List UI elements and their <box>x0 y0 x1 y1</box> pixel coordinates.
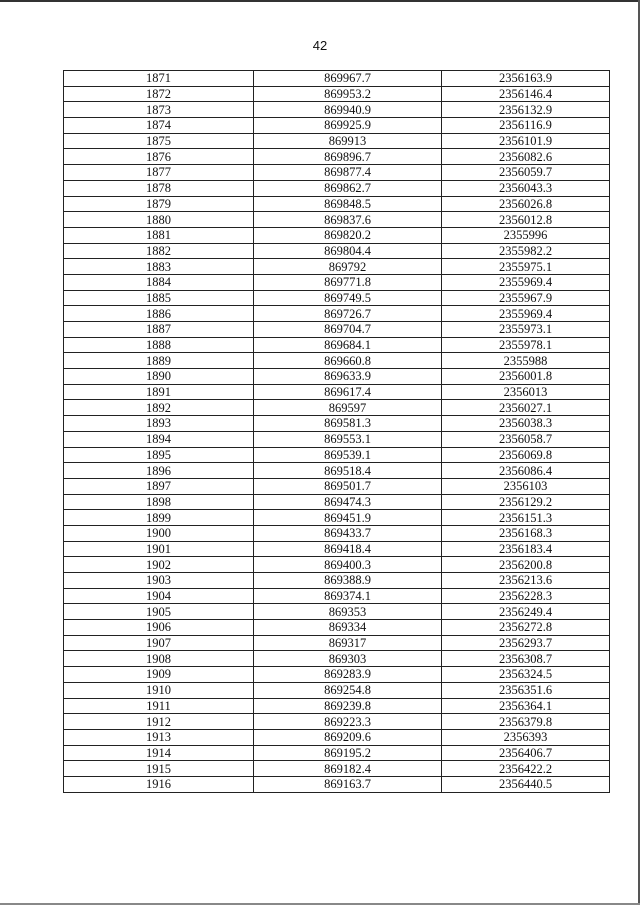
x-coordinate-cell: 869239.8 <box>254 698 442 714</box>
point-number-cell: 1909 <box>64 667 254 683</box>
point-number-cell: 1876 <box>64 149 254 165</box>
table-row <box>64 118 610 134</box>
point-number-cell: 1892 <box>64 400 254 416</box>
table-row <box>64 463 610 479</box>
y-coordinate-cell: 2356132.9 <box>442 102 610 118</box>
table-row <box>64 510 610 526</box>
y-coordinate-cell: 2356069.8 <box>442 447 610 463</box>
table-row <box>64 604 610 620</box>
y-coordinate-cell: 2356058.7 <box>442 431 610 447</box>
point-number-cell: 1896 <box>64 463 254 479</box>
table-row <box>64 306 610 322</box>
point-number-cell: 1897 <box>64 478 254 494</box>
point-number-cell: 1873 <box>64 102 254 118</box>
table-row <box>64 682 610 698</box>
point-number-cell: 1890 <box>64 369 254 385</box>
y-coordinate-cell: 2355967.9 <box>442 290 610 306</box>
point-number-cell: 1874 <box>64 118 254 134</box>
y-coordinate-cell: 2356364.1 <box>442 698 610 714</box>
point-number-cell: 1906 <box>64 620 254 636</box>
table-row <box>64 369 610 385</box>
y-coordinate-cell: 2356163.9 <box>442 71 610 87</box>
table-row <box>64 102 610 118</box>
table-row <box>64 227 610 243</box>
x-coordinate-cell: 869820.2 <box>254 227 442 243</box>
y-coordinate-cell: 2356272.8 <box>442 620 610 636</box>
y-coordinate-cell: 2356059.7 <box>442 165 610 181</box>
point-number-cell: 1875 <box>64 133 254 149</box>
x-coordinate-cell: 869223.3 <box>254 714 442 730</box>
y-coordinate-cell: 2356324.5 <box>442 667 610 683</box>
table-row <box>64 322 610 338</box>
x-coordinate-cell: 869804.4 <box>254 243 442 259</box>
x-coordinate-cell: 869940.9 <box>254 102 442 118</box>
point-number-cell: 1903 <box>64 573 254 589</box>
table-row <box>64 573 610 589</box>
x-coordinate-cell: 869967.7 <box>254 71 442 87</box>
y-coordinate-cell: 2356200.8 <box>442 557 610 573</box>
y-coordinate-cell: 2356082.6 <box>442 149 610 165</box>
y-coordinate-cell: 2356012.8 <box>442 212 610 228</box>
point-number-cell: 1900 <box>64 525 254 541</box>
point-number-cell: 1916 <box>64 776 254 792</box>
x-coordinate-cell: 869726.7 <box>254 306 442 322</box>
point-number-cell: 1883 <box>64 259 254 275</box>
x-coordinate-cell: 869195.2 <box>254 745 442 761</box>
y-coordinate-cell: 2356440.5 <box>442 776 610 792</box>
point-number-cell: 1913 <box>64 729 254 745</box>
y-coordinate-cell: 2356151.3 <box>442 510 610 526</box>
y-coordinate-cell: 2356213.6 <box>442 573 610 589</box>
table-row <box>64 274 610 290</box>
table-row <box>64 133 610 149</box>
y-coordinate-cell: 2355973.1 <box>442 322 610 338</box>
table-row <box>64 384 610 400</box>
x-coordinate-cell: 869388.9 <box>254 573 442 589</box>
x-coordinate-cell: 869862.7 <box>254 180 442 196</box>
x-coordinate-cell: 869433.7 <box>254 525 442 541</box>
table-row <box>64 259 610 275</box>
table-row <box>64 761 610 777</box>
table-row <box>64 86 610 102</box>
y-coordinate-cell: 2356168.3 <box>442 525 610 541</box>
x-coordinate-cell: 869597 <box>254 400 442 416</box>
y-coordinate-cell: 2355996 <box>442 227 610 243</box>
point-number-cell: 1904 <box>64 588 254 604</box>
y-coordinate-cell: 2356129.2 <box>442 494 610 510</box>
y-coordinate-cell: 2356422.2 <box>442 761 610 777</box>
x-coordinate-cell: 869617.4 <box>254 384 442 400</box>
x-coordinate-cell: 869953.2 <box>254 86 442 102</box>
table-row <box>64 400 610 416</box>
y-coordinate-cell: 2356001.8 <box>442 369 610 385</box>
point-number-cell: 1886 <box>64 306 254 322</box>
table-row <box>64 431 610 447</box>
point-number-cell: 1879 <box>64 196 254 212</box>
table-row <box>64 667 610 683</box>
table-row <box>64 494 610 510</box>
x-coordinate-cell: 869334 <box>254 620 442 636</box>
table-row <box>64 353 610 369</box>
x-coordinate-cell: 869684.1 <box>254 337 442 353</box>
y-coordinate-cell: 2356351.6 <box>442 682 610 698</box>
y-coordinate-cell: 2356293.7 <box>442 635 610 651</box>
table-row <box>64 337 610 353</box>
y-coordinate-cell: 2356379.8 <box>442 714 610 730</box>
x-coordinate-cell: 869792 <box>254 259 442 275</box>
x-coordinate-cell: 869451.9 <box>254 510 442 526</box>
x-coordinate-cell: 869283.9 <box>254 667 442 683</box>
x-coordinate-cell: 869163.7 <box>254 776 442 792</box>
point-number-cell: 1908 <box>64 651 254 667</box>
x-coordinate-cell: 869896.7 <box>254 149 442 165</box>
table-row <box>64 557 610 573</box>
point-number-cell: 1911 <box>64 698 254 714</box>
point-number-cell: 1880 <box>64 212 254 228</box>
point-number-cell: 1902 <box>64 557 254 573</box>
point-number-cell: 1881 <box>64 227 254 243</box>
point-number-cell: 1893 <box>64 416 254 432</box>
point-number-cell: 1894 <box>64 431 254 447</box>
x-coordinate-cell: 869633.9 <box>254 369 442 385</box>
y-coordinate-cell: 2356103 <box>442 478 610 494</box>
y-coordinate-cell: 2356026.8 <box>442 196 610 212</box>
y-coordinate-cell: 2356308.7 <box>442 651 610 667</box>
y-coordinate-cell: 2356393 <box>442 729 610 745</box>
y-coordinate-cell: 2356146.4 <box>442 86 610 102</box>
x-coordinate-cell: 869877.4 <box>254 165 442 181</box>
point-number-cell: 1907 <box>64 635 254 651</box>
table-row <box>64 196 610 212</box>
table-row <box>64 243 610 259</box>
table-row <box>64 149 610 165</box>
point-number-cell: 1901 <box>64 541 254 557</box>
x-coordinate-cell: 869400.3 <box>254 557 442 573</box>
x-coordinate-cell: 869418.4 <box>254 541 442 557</box>
coordinates-table <box>63 70 610 793</box>
table-row <box>64 620 610 636</box>
x-coordinate-cell: 869254.8 <box>254 682 442 698</box>
point-number-cell: 1914 <box>64 745 254 761</box>
page-number: 42 <box>312 38 328 53</box>
point-number-cell: 1884 <box>64 274 254 290</box>
x-coordinate-cell: 869317 <box>254 635 442 651</box>
x-coordinate-cell: 869474.3 <box>254 494 442 510</box>
point-number-cell: 1895 <box>64 447 254 463</box>
point-number-cell: 1878 <box>64 180 254 196</box>
table-row <box>64 478 610 494</box>
table-row <box>64 714 610 730</box>
y-coordinate-cell: 2356013 <box>442 384 610 400</box>
table-row <box>64 541 610 557</box>
point-number-cell: 1882 <box>64 243 254 259</box>
table-row <box>64 165 610 181</box>
table-row <box>64 416 610 432</box>
table-row <box>64 745 610 761</box>
y-coordinate-cell: 2356027.1 <box>442 400 610 416</box>
y-coordinate-cell: 2356249.4 <box>442 604 610 620</box>
x-coordinate-cell: 869581.3 <box>254 416 442 432</box>
y-coordinate-cell: 2356101.9 <box>442 133 610 149</box>
y-coordinate-cell: 2355988 <box>442 353 610 369</box>
x-coordinate-cell: 869704.7 <box>254 322 442 338</box>
table-row <box>64 290 610 306</box>
table-row <box>64 71 610 87</box>
point-number-cell: 1910 <box>64 682 254 698</box>
x-coordinate-cell: 869913 <box>254 133 442 149</box>
point-number-cell: 1887 <box>64 322 254 338</box>
x-coordinate-cell: 869539.1 <box>254 447 442 463</box>
table-row <box>64 729 610 745</box>
table-row <box>64 588 610 604</box>
y-coordinate-cell: 2356183.4 <box>442 541 610 557</box>
y-coordinate-cell: 2356228.3 <box>442 588 610 604</box>
x-coordinate-cell: 869837.6 <box>254 212 442 228</box>
coordinates-table-body <box>64 71 610 793</box>
y-coordinate-cell: 2356043.3 <box>442 180 610 196</box>
x-coordinate-cell: 869501.7 <box>254 478 442 494</box>
x-coordinate-cell: 869749.5 <box>254 290 442 306</box>
table-row <box>64 447 610 463</box>
point-number-cell: 1871 <box>64 71 254 87</box>
y-coordinate-cell: 2355975.1 <box>442 259 610 275</box>
y-coordinate-cell: 2355978.1 <box>442 337 610 353</box>
table-row <box>64 212 610 228</box>
x-coordinate-cell: 869553.1 <box>254 431 442 447</box>
y-coordinate-cell: 2356038.3 <box>442 416 610 432</box>
table-row <box>64 180 610 196</box>
point-number-cell: 1905 <box>64 604 254 620</box>
table-row <box>64 525 610 541</box>
x-coordinate-cell: 869518.4 <box>254 463 442 479</box>
point-number-cell: 1877 <box>64 165 254 181</box>
x-coordinate-cell: 869771.8 <box>254 274 442 290</box>
x-coordinate-cell: 869182.4 <box>254 761 442 777</box>
table-row <box>64 635 610 651</box>
point-number-cell: 1899 <box>64 510 254 526</box>
table-row <box>64 776 610 792</box>
x-coordinate-cell: 869660.8 <box>254 353 442 369</box>
y-coordinate-cell: 2355982.2 <box>442 243 610 259</box>
point-number-cell: 1872 <box>64 86 254 102</box>
x-coordinate-cell: 869925.9 <box>254 118 442 134</box>
table-row <box>64 651 610 667</box>
y-coordinate-cell: 2356406.7 <box>442 745 610 761</box>
x-coordinate-cell: 869848.5 <box>254 196 442 212</box>
y-coordinate-cell: 2355969.4 <box>442 306 610 322</box>
point-number-cell: 1888 <box>64 337 254 353</box>
table-row <box>64 698 610 714</box>
x-coordinate-cell: 869209.6 <box>254 729 442 745</box>
x-coordinate-cell: 869353 <box>254 604 442 620</box>
point-number-cell: 1891 <box>64 384 254 400</box>
point-number-cell: 1889 <box>64 353 254 369</box>
scan-edge-top <box>0 0 640 2</box>
point-number-cell: 1912 <box>64 714 254 730</box>
point-number-cell: 1898 <box>64 494 254 510</box>
x-coordinate-cell: 869303 <box>254 651 442 667</box>
point-number-cell: 1915 <box>64 761 254 777</box>
y-coordinate-cell: 2356086.4 <box>442 463 610 479</box>
y-coordinate-cell: 2355969.4 <box>442 274 610 290</box>
y-coordinate-cell: 2356116.9 <box>442 118 610 134</box>
x-coordinate-cell: 869374.1 <box>254 588 442 604</box>
point-number-cell: 1885 <box>64 290 254 306</box>
